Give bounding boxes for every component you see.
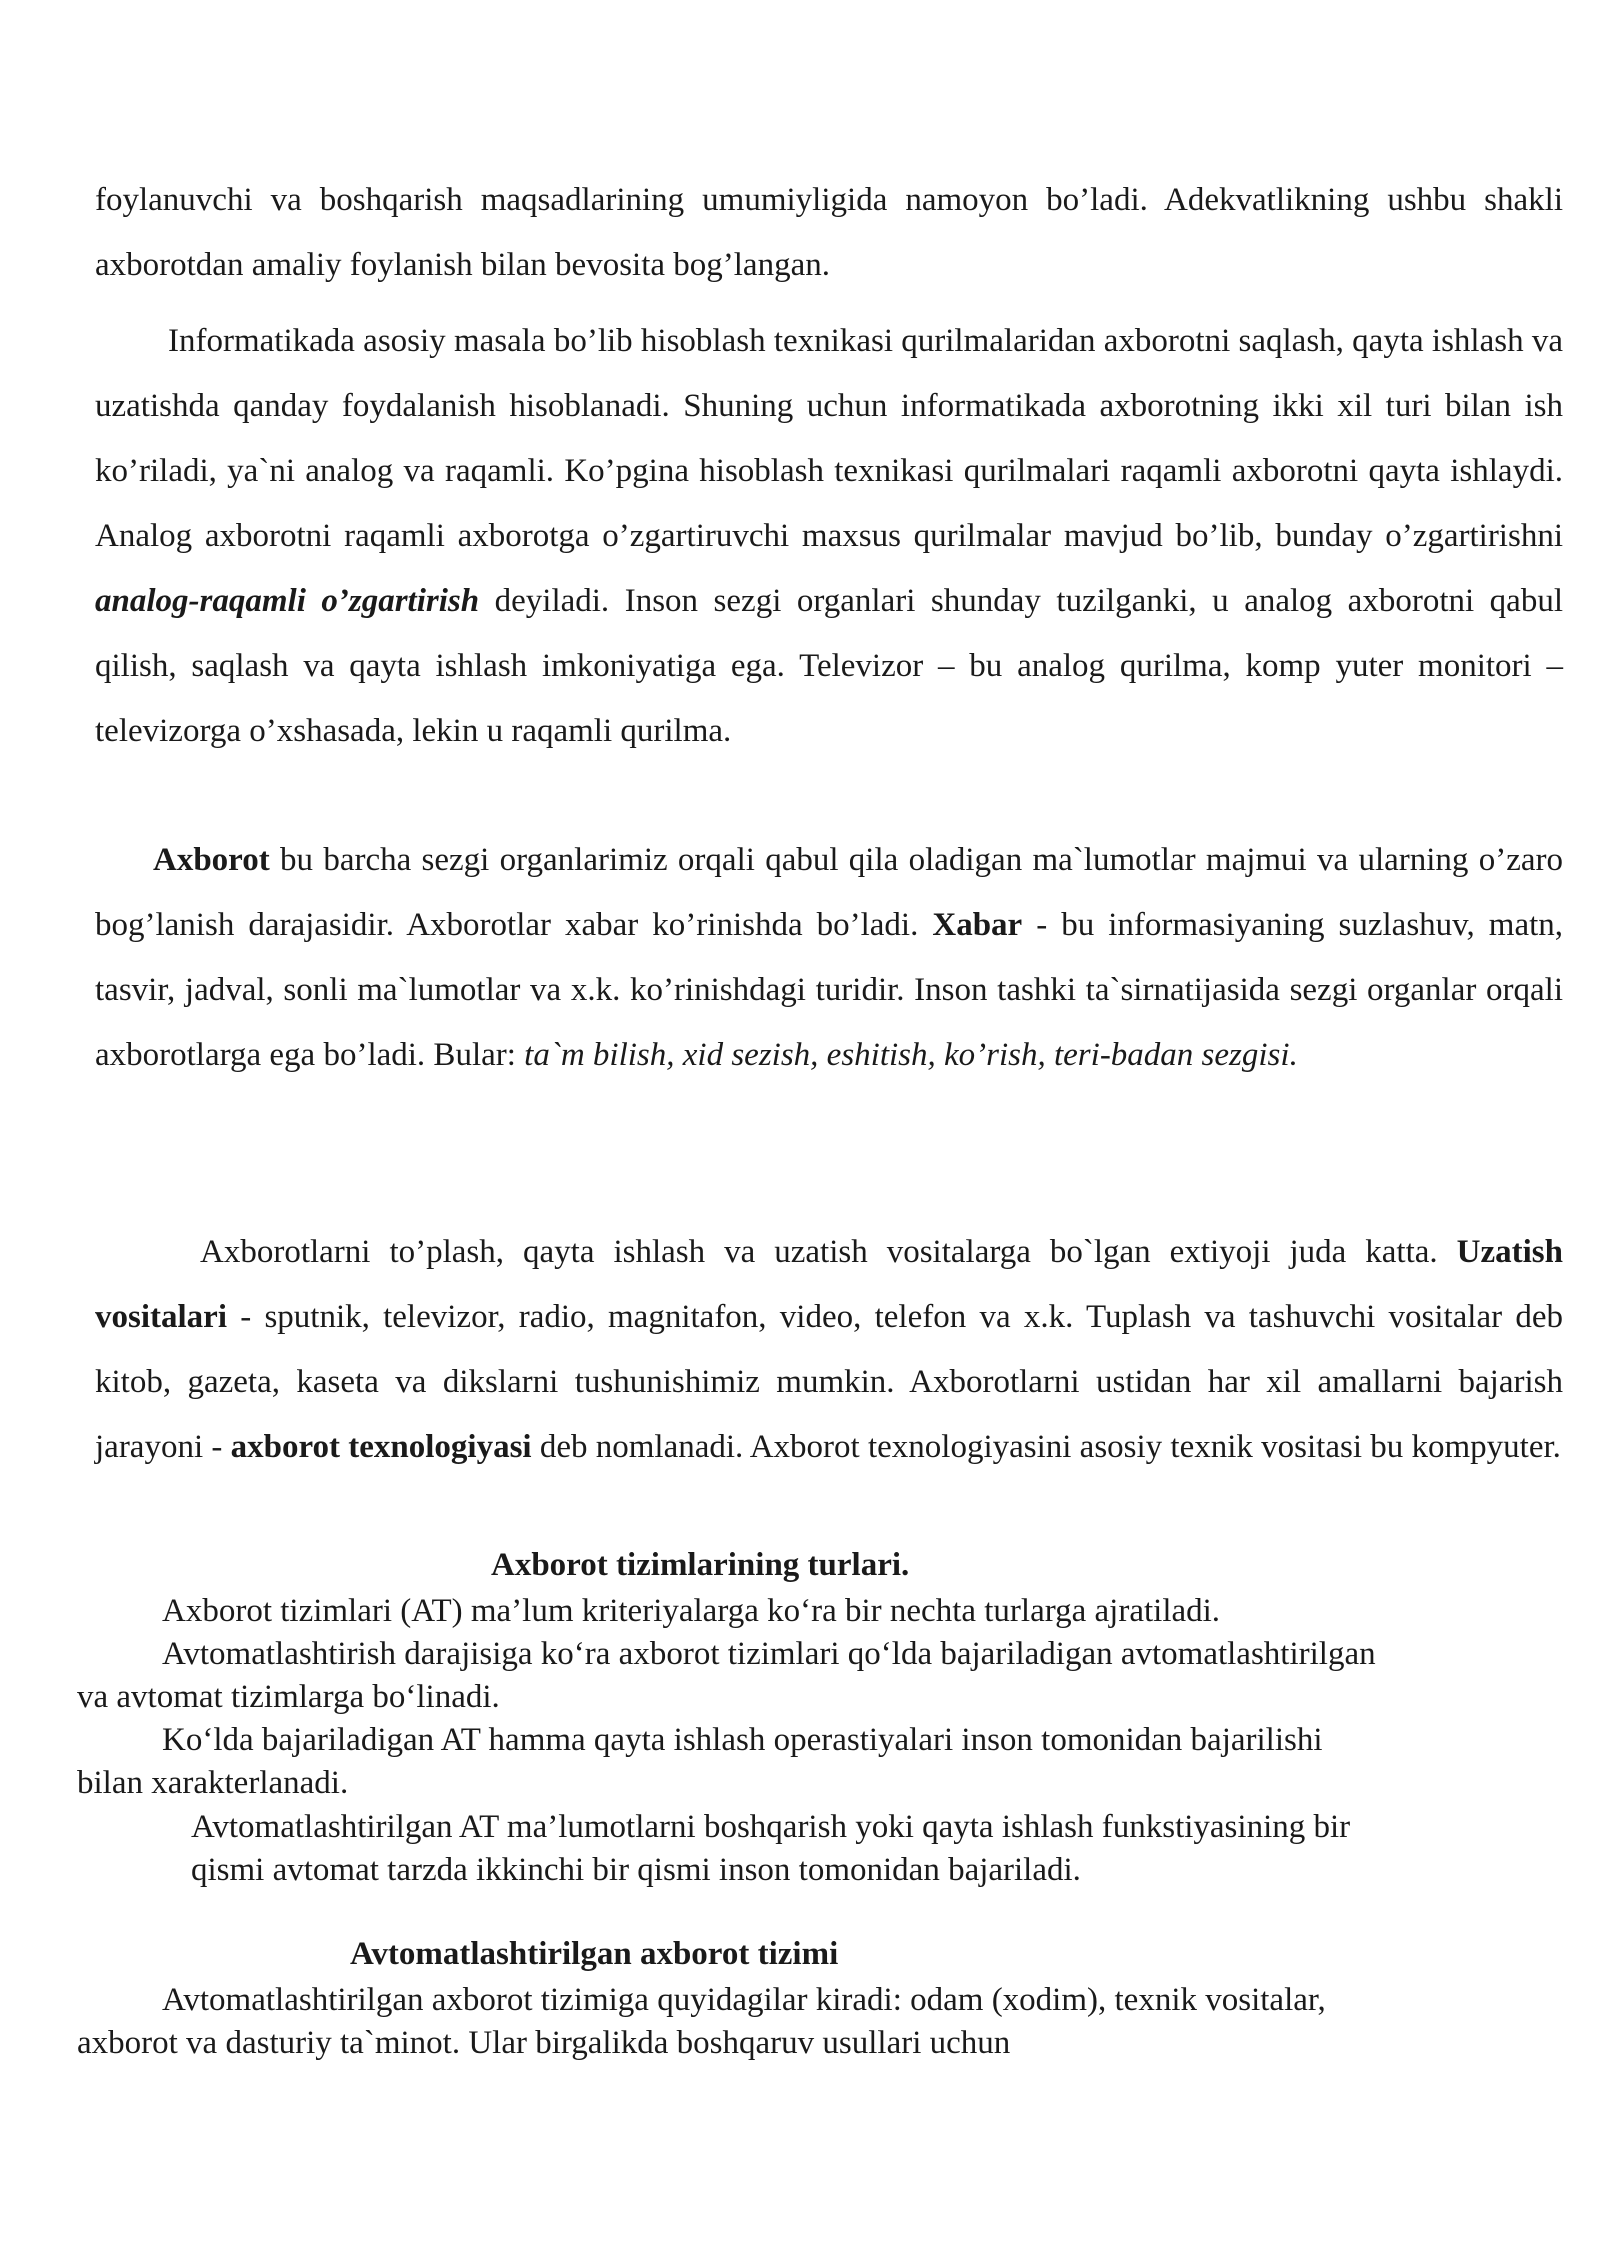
paragraph-at-types [77, 1590, 1377, 1633]
paragraph-adequacy [95, 168, 1563, 298]
paragraph-text: Ko‘lda bajariladigan AT hamma qayta ishlash operastiyalari inson tomonidan bajarilishi bilan xarakterlanadi. [77, 1722, 1323, 1801]
paragraph-body [95, 309, 1563, 764]
paragraph-transmission-tools [95, 1220, 1563, 1480]
text-span: deb nomlanadi. Axborot texnologiyasini asosiy texnik vositasi bu kompyuter. [531, 1429, 1561, 1465]
term-uzatish-vositalari: Uzatish vositalari [95, 1234, 1563, 1335]
paragraph-text: Avtomatlashtirilgan axborot tizimiga quyidagilar kiradi: odam (xodim), texnik vositalar, axborot va dasturiy ta`minot. Ular birgalikda boshqaruv usullari uchun [77, 1982, 1326, 2061]
paragraph-automated-at [191, 1806, 1391, 1892]
section-heading-automated-system: Avtomatlashtirilgan axborot tizimi [350, 1936, 839, 1972]
text-span: Informatikada asosiy masala bo’lib hisoblash texnikasi qurilmalaridan axborotni saqlash, qayta ishlash va uzatishda qanday foydalanish hisoblanadi. Shuning uchun informatikada axborotning ikki xil turi bilan ish ko’riladi, ya`ni analog va raqamli. Ko’pgina hisoblash texnikasi qurilmalari raqamli axborotni qayta ishlaydi. Analog axborotni raqamli axborotga o’zgartiruvchi maxsus qurilmalar mavjud bo’lib, bunday o’zgartirishni [95, 323, 1563, 554]
paragraph-information-definition [95, 828, 1563, 1088]
paragraph-body [95, 1220, 1563, 1480]
term-axborot-texnologiyasi: axborot texnologiyasi [230, 1429, 532, 1465]
section-heading-types: Axborot tizimlarining turlari. [491, 1547, 910, 1583]
paragraph-text: foylanuvchi va boshqarish maqsadlarining umumiyligida namoyon bo’ladi. Adekvatlikning ushbu shakli axborotdan amaliy foylanish bilan bevosita bog’langan. [95, 182, 1563, 283]
text-span: - bu informasiyaning suzlashuv, matn, tasvir, jadval, sonli ma`lumotlar va x.k. ko’rinishdagi turidir. Inson tashki ta`sirnatijasida sezgi organlar orqali axborotlarga ega bo’ladi. Bular: [95, 907, 1564, 1073]
text-span: deyiladi. Inson sezgi organlari shunday tuzilganki, u analog axborotni qabul qilish, saqlash va qayta ishlash imkoniyatiga ega. Televizor – bu analog qurilma, komp yuter monitori – televizorga o’xshasada, lekin u raqamli qurilma. [95, 583, 1563, 749]
paragraph-system-components [77, 1979, 1377, 2065]
paragraph-automation-level [77, 1633, 1377, 1719]
term-analog-digital: analog-raqamli o’zgartirish [95, 583, 480, 619]
text-span: Axborotlarni to’plash, qayta ishlash va uzatish vositalarga bo`lgan extiyoji juda katta. [200, 1234, 1457, 1270]
paragraph-text: Avtomatlashtirish darajisiga ko‘ra axborot tizimlari qo‘lda bajariladigan avtomatlashtirilgan va avtomat tizimlarga bo‘linadi. [77, 1636, 1376, 1715]
paragraph-analog-digital [95, 309, 1563, 764]
paragraph-text: Avtomatlashtirilgan AT ma’lumotlarni boshqarish yoki qayta ishlash funkstiyasining bir qismi avtomat tarzda ikkinchi bir qismi inson tomonidan bajariladi. [191, 1809, 1351, 1888]
paragraph-manual-at [77, 1719, 1377, 1805]
paragraph-body [95, 828, 1563, 1088]
senses-list: ta`m bilish, xid sezish, eshitish, ko’rish, teri-badan sezgisi. [524, 1037, 1298, 1073]
term-axborot: Axborot [153, 842, 270, 878]
term-xabar: Xabar [932, 907, 1023, 943]
text-span: - sputnik, televizor, radio, magnitafon, video, telefon va x.k. Tuplash va tashuvchi vositalar deb kitob, gazeta, kaseta va dikslarni tushunishimiz mumkin. Axborotlarni ustidan har xil amallarni bajarish jarayoni - [95, 1299, 1563, 1465]
text-span: bu barcha sezgi organlarimiz orqali qabul qila oladigan ma`lumotlar majmui va ularning o’zaro bog’lanish darajasidir. Axborotlar xabar ko’rinishda bo’ladi. [95, 842, 1563, 943]
paragraph-text: Axborot tizimlari (AT) ma’lum kriteriyalarga ko‘ra bir nechta turlarga ajratiladi. [162, 1593, 1221, 1629]
